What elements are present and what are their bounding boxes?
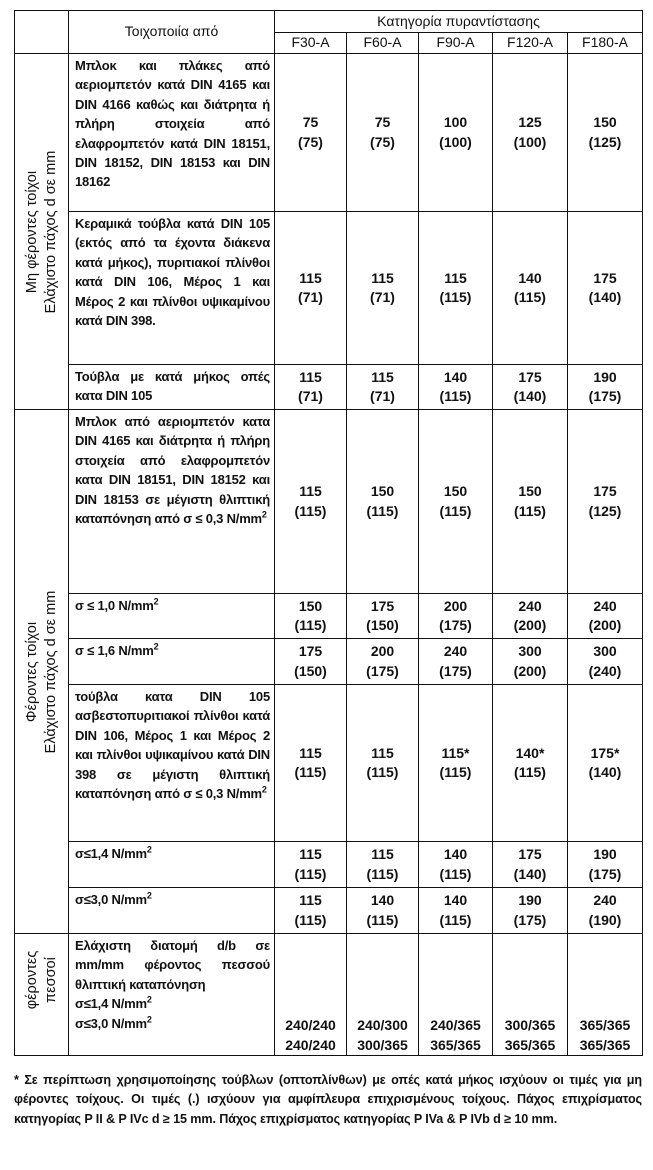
value-cell: 115 (115) (275, 888, 347, 934)
value-cell: 175* (140) (568, 685, 643, 842)
value-cell: 115 (115) (275, 410, 347, 594)
row-description: σ≤1,4 $N/mm^2$ (69, 842, 275, 888)
group-label-bearing (15, 410, 69, 934)
value-cell: 115 (71) (347, 212, 419, 365)
column-header: F120-A (493, 33, 568, 54)
value-cell: 175 (140) (493, 842, 568, 888)
group-label-line: Ελάχιστο πάχος d σε mm (42, 150, 59, 313)
value-cell: 175 (125) (568, 410, 643, 594)
value-cell: 300 (240) (568, 639, 643, 685)
value-cell: 115 (115) (419, 212, 493, 365)
value-cell: 175 (140) (493, 365, 568, 410)
row-description: Μπλοκ και πλάκες από αεριομπετόν κατά DIN 4165 και DIN 4166 καθώς και διάτρητα ή πλήρη στοιχεία από ελαφρομπετόν κατά DIN 18151, DIN 18152, DIN 18153 και DIN 18162 (69, 54, 275, 212)
value-cell: 150 (115) (275, 594, 347, 639)
value-cell: 150 (125) (568, 54, 643, 212)
value-cell: 200 (175) (347, 639, 419, 685)
value-cell: 115 (71) (275, 212, 347, 365)
fire-resistance-table (14, 10, 643, 1056)
value-cell: 240 (200) (493, 594, 568, 639)
column-header: F180-A (568, 33, 643, 54)
pier-description: Ελάχιστη διατομή d/b σε mm/mm φέροντος πεσσού θλιπτική καταπόνηση σ≤1,4 $N/mm^2$ σ≤3,0 $N/mm^2$ (69, 934, 275, 1056)
value-cell: 175 (150) (347, 594, 419, 639)
row-description: σ ≤ 1,6 $N/mm^2$ (69, 639, 275, 685)
pier-value-cell: 365/365 365/365 (568, 934, 643, 1056)
value-cell: 115 (115) (347, 685, 419, 842)
value-cell: 175 (140) (568, 212, 643, 365)
pier-value-cell: 240/365 365/365 (419, 934, 493, 1056)
group-label-line: Μη φέροντες τοίχοι (23, 170, 40, 293)
value-cell: 100 (100) (419, 54, 493, 212)
group-label-line: Φέροντες τοίχοι (23, 621, 40, 722)
value-cell: 115 (115) (275, 842, 347, 888)
group-label-nonbearing (15, 54, 69, 410)
value-cell: 240 (190) (568, 888, 643, 934)
value-cell: 300 (200) (493, 639, 568, 685)
value-cell: 140 (115) (419, 888, 493, 934)
value-cell: 140 (115) (419, 365, 493, 410)
value-cell: 140 (115) (493, 212, 568, 365)
row-description: τούβλα κατα DIN 105 ασβεστοπυριτιακοί πλίνθοι κατά DIN 106, Μέρος 1 και Μέρος 2 και πλίνθοι υψικαμίνου κατά DIN 398 σε μέγιστη θλιπτική καταπόνηση από σ ≤ 0,3 $N/mm^2$ (69, 685, 275, 842)
footnote: * Σε περίπτωση χρησιμοποίησης τούβλων (οπτοπλίνθων) με οπές κατά μήκος ισχύουν οι τιμές για μη φέροντες τοίχους. Οι τιμές (.) ισχύουν για αμφίπλευρα επιχρισμένους τοίχους. Πάχος επιχρίσματος κατηγορίας P II & P IVc d ≥ 15 mm. Πάχος επιχρίσματος κατηγορίας P IVa & P IVb d ≥ 10 mm. (14, 1073, 642, 1126)
value-cell: 140 (115) (347, 888, 419, 934)
value-cell: 115 (71) (275, 365, 347, 410)
value-cell: 175 (150) (275, 639, 347, 685)
group-label-piers (15, 934, 69, 1056)
value-cell: 150 (115) (419, 410, 493, 594)
value-cell: 115 (71) (347, 365, 419, 410)
value-cell: 200 (175) (419, 594, 493, 639)
group-label-line: φέροντες (23, 950, 40, 1010)
value-cell: 115 (115) (347, 842, 419, 888)
value-cell: 115 (115) (275, 685, 347, 842)
column-header: F90-A (419, 33, 493, 54)
value-cell: 140* (115) (493, 685, 568, 842)
column-header: F30-A (275, 33, 347, 54)
value-cell: 115* (115) (419, 685, 493, 842)
column-header: F60-A (347, 33, 419, 54)
pier-value-cell: 240/240 240/240 (275, 934, 347, 1056)
group-label-line: Ελάχιστο πάχος d σε mm (42, 590, 59, 753)
value-cell: 240 (175) (419, 639, 493, 685)
pier-value-cell: 240/300 300/365 (347, 934, 419, 1056)
value-cell: 140 (115) (419, 842, 493, 888)
header-wall-type: Τοιχοποιία από (69, 11, 275, 54)
header-corner (15, 11, 69, 54)
value-cell: 75 (75) (275, 54, 347, 212)
row-description: Κεραμικά τούβλα κατά DIN 105 (εκτός από τα έχοντα διάκενα κατά μήκος), πυριτιακοί πλίνθοι κατά DIN 106, Μέρος 1 και Μέρος 2 και πλίνθοι υψικαμίνου κατά DIN 398. (69, 212, 275, 365)
row-description: Τούβλα με κατά μήκος οπές κατα DIN 105 (69, 365, 275, 410)
value-cell: 75 (75) (347, 54, 419, 212)
row-description: σ≤3,0 $N/mm^2$ (69, 888, 275, 934)
header-fire-category: Κατηγορία πυραντίστασης (275, 11, 643, 33)
group-label-line: πεσσοί (42, 957, 59, 1003)
value-cell: 240 (200) (568, 594, 643, 639)
value-cell: 190 (175) (568, 842, 643, 888)
value-cell: 150 (115) (347, 410, 419, 594)
value-cell: 190 (175) (568, 365, 643, 410)
value-cell: 150 (115) (493, 410, 568, 594)
value-cell: 125 (100) (493, 54, 568, 212)
pier-value-cell: 300/365 365/365 (493, 934, 568, 1056)
row-description: σ ≤ 1,0 $N/mm^2$ (69, 594, 275, 639)
value-cell: 190 (175) (493, 888, 568, 934)
row-description: Μπλοκ από αεριομπετόν κατα DIN 4165 και διάτρητα ή πλήρη στοιχεία από ελαφρομπετόν κατα DIN 18151, DIN 18152 και DIN 18153 σε μέγιστη θλιπτική καταπόνηση από σ ≤ 0,3 $N/mm^2$ (69, 410, 275, 594)
